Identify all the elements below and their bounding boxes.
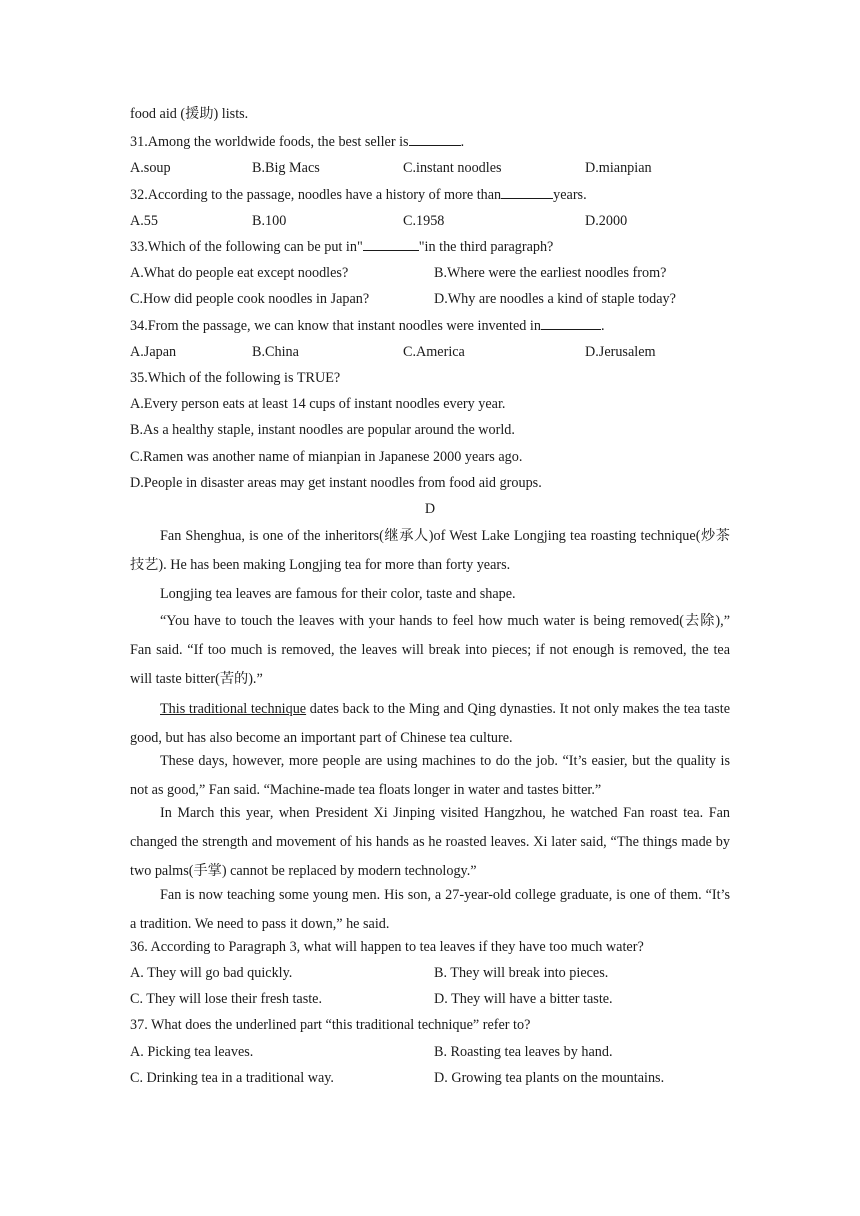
q31-option-a: A.soup bbox=[130, 160, 171, 176]
stem-text: 34.From the passage, we can know that instant noodles were invented in bbox=[130, 318, 541, 334]
q37-option-a: A. Picking tea leaves. bbox=[130, 1044, 254, 1060]
stem-text-end: . bbox=[600, 318, 605, 334]
question-32-stem bbox=[130, 185, 730, 205]
passage-paragraph-1: Fan Shenghua, is one of the inheritors(继承人)of West Lake Longjing tea roasting technique(炒茶技艺). He has been making Longjing tea for more than forty years. bbox=[130, 528, 730, 573]
question-31-stem bbox=[130, 132, 730, 152]
q37-option-c: C. Drinking tea in a traditional way. bbox=[130, 1070, 334, 1086]
answer-blank bbox=[363, 237, 419, 251]
q33-option-b: B.Where were the earliest noodles from? bbox=[434, 265, 667, 281]
q35-option-b: B.As a healthy staple, instant noodles are popular around the world. bbox=[130, 422, 515, 438]
stem-text: 32.According to the passage, noodles have a history of more than bbox=[130, 187, 502, 203]
passage-paragraph-2: Longjing tea leaves are famous for their color, taste and shape. bbox=[160, 586, 516, 602]
q34-option-a: A.Japan bbox=[130, 344, 177, 360]
passage-paragraph-5: These days, however, more people are using machines to do the job. “It’s easier, but the quality is not as good,” Fan said. “Machine-made tea floats longer in water and tastes bitter.” bbox=[130, 753, 730, 798]
question-34-stem bbox=[130, 316, 730, 336]
stem-text-end: . bbox=[460, 134, 465, 150]
q37-option-b: B. Roasting tea leaves by hand. bbox=[434, 1044, 613, 1060]
q33-option-d: D.Why are noodles a kind of staple today? bbox=[434, 291, 676, 307]
passage-paragraph-4 bbox=[130, 695, 730, 753]
q31-option-b: B.Big Macs bbox=[252, 160, 320, 176]
question-36-stem: 36. According to Paragraph 3, what will happen to tea leaves if they have too much water? bbox=[130, 939, 644, 955]
q36-option-a: A. They will go bad quickly. bbox=[130, 965, 293, 981]
passage-paragraph-6: In March this year, when President Xi Jinping visited Hangzhou, he watched Fan roast tea. Fan changed the strength and movement of his hands as he roasted leaves. Xi later said, “The things made by two palms(手掌) cannot be replaced by modern technology.” bbox=[130, 805, 730, 879]
q31-option-c: C.instant noodles bbox=[403, 160, 502, 176]
q33-option-c: C.How did people cook noodles in Japan? bbox=[130, 291, 370, 307]
answer-blank bbox=[501, 185, 553, 199]
q37-option-d: D. Growing tea plants on the mountains. bbox=[434, 1070, 665, 1086]
q32-option-b: B.100 bbox=[252, 213, 287, 229]
underlined-phrase: This traditional technique bbox=[160, 701, 307, 717]
answer-blank bbox=[409, 132, 461, 146]
stem-text-end: years. bbox=[553, 187, 587, 203]
q34-option-b: B.China bbox=[252, 344, 299, 360]
q31-option-d: D.mianpian bbox=[585, 160, 652, 176]
q36-option-d: D. They will have a bitter taste. bbox=[434, 991, 613, 1007]
q35-option-a: A.Every person eats at least 14 cups of instant noodles every year. bbox=[130, 396, 506, 412]
section-letter: D bbox=[424, 501, 436, 517]
question-37-stem: 37. What does the underlined part “this traditional technique” refer to? bbox=[130, 1017, 531, 1033]
q34-option-d: D.Jerusalem bbox=[585, 344, 656, 360]
q32-option-d: D.2000 bbox=[585, 213, 628, 229]
q32-option-c: C.1958 bbox=[403, 213, 445, 229]
stem-text-end: "in the third paragraph? bbox=[418, 239, 554, 255]
question-33-stem bbox=[130, 237, 730, 257]
q36-option-c: C. They will lose their fresh taste. bbox=[130, 991, 323, 1007]
q34-option-c: C.America bbox=[403, 344, 465, 360]
question-35-stem: 35.Which of the following is TRUE? bbox=[130, 370, 341, 386]
q35-option-c: C.Ramen was another name of mianpian in Japanese 2000 years ago. bbox=[130, 449, 523, 465]
q36-option-b: B. They will break into pieces. bbox=[434, 965, 609, 981]
passage-continuation: food aid (援助) lists. bbox=[130, 106, 249, 122]
paragraph-text: dates back to the Ming and Qing dynasties. It not only makes the tea taste good, but has also become an important part of Chinese tea culture. bbox=[130, 701, 730, 746]
stem-text: 31.Among the worldwide foods, the best seller is bbox=[130, 134, 409, 150]
q35-option-d: D.People in disaster areas may get instant noodles from food aid groups. bbox=[130, 475, 542, 491]
stem-text: 33.Which of the following can be put in" bbox=[130, 239, 363, 255]
q32-option-a: A.55 bbox=[130, 213, 158, 229]
passage-paragraph-7: Fan is now teaching some young men. His son, a 27-year-old college graduate, is one of them. “It’s a tradition. We need to pass it down,” he said. bbox=[130, 887, 730, 932]
passage-paragraph-3: “You have to touch the leaves with your hands to feel how much water is being removed(去除),” Fan said. “If too much is removed, the leaves will break into pieces; if not enough is removed, the tea will taste bitter(苦的).” bbox=[130, 613, 730, 687]
q33-option-a: A.What do people eat except noodles? bbox=[130, 265, 349, 281]
answer-blank bbox=[541, 316, 601, 330]
